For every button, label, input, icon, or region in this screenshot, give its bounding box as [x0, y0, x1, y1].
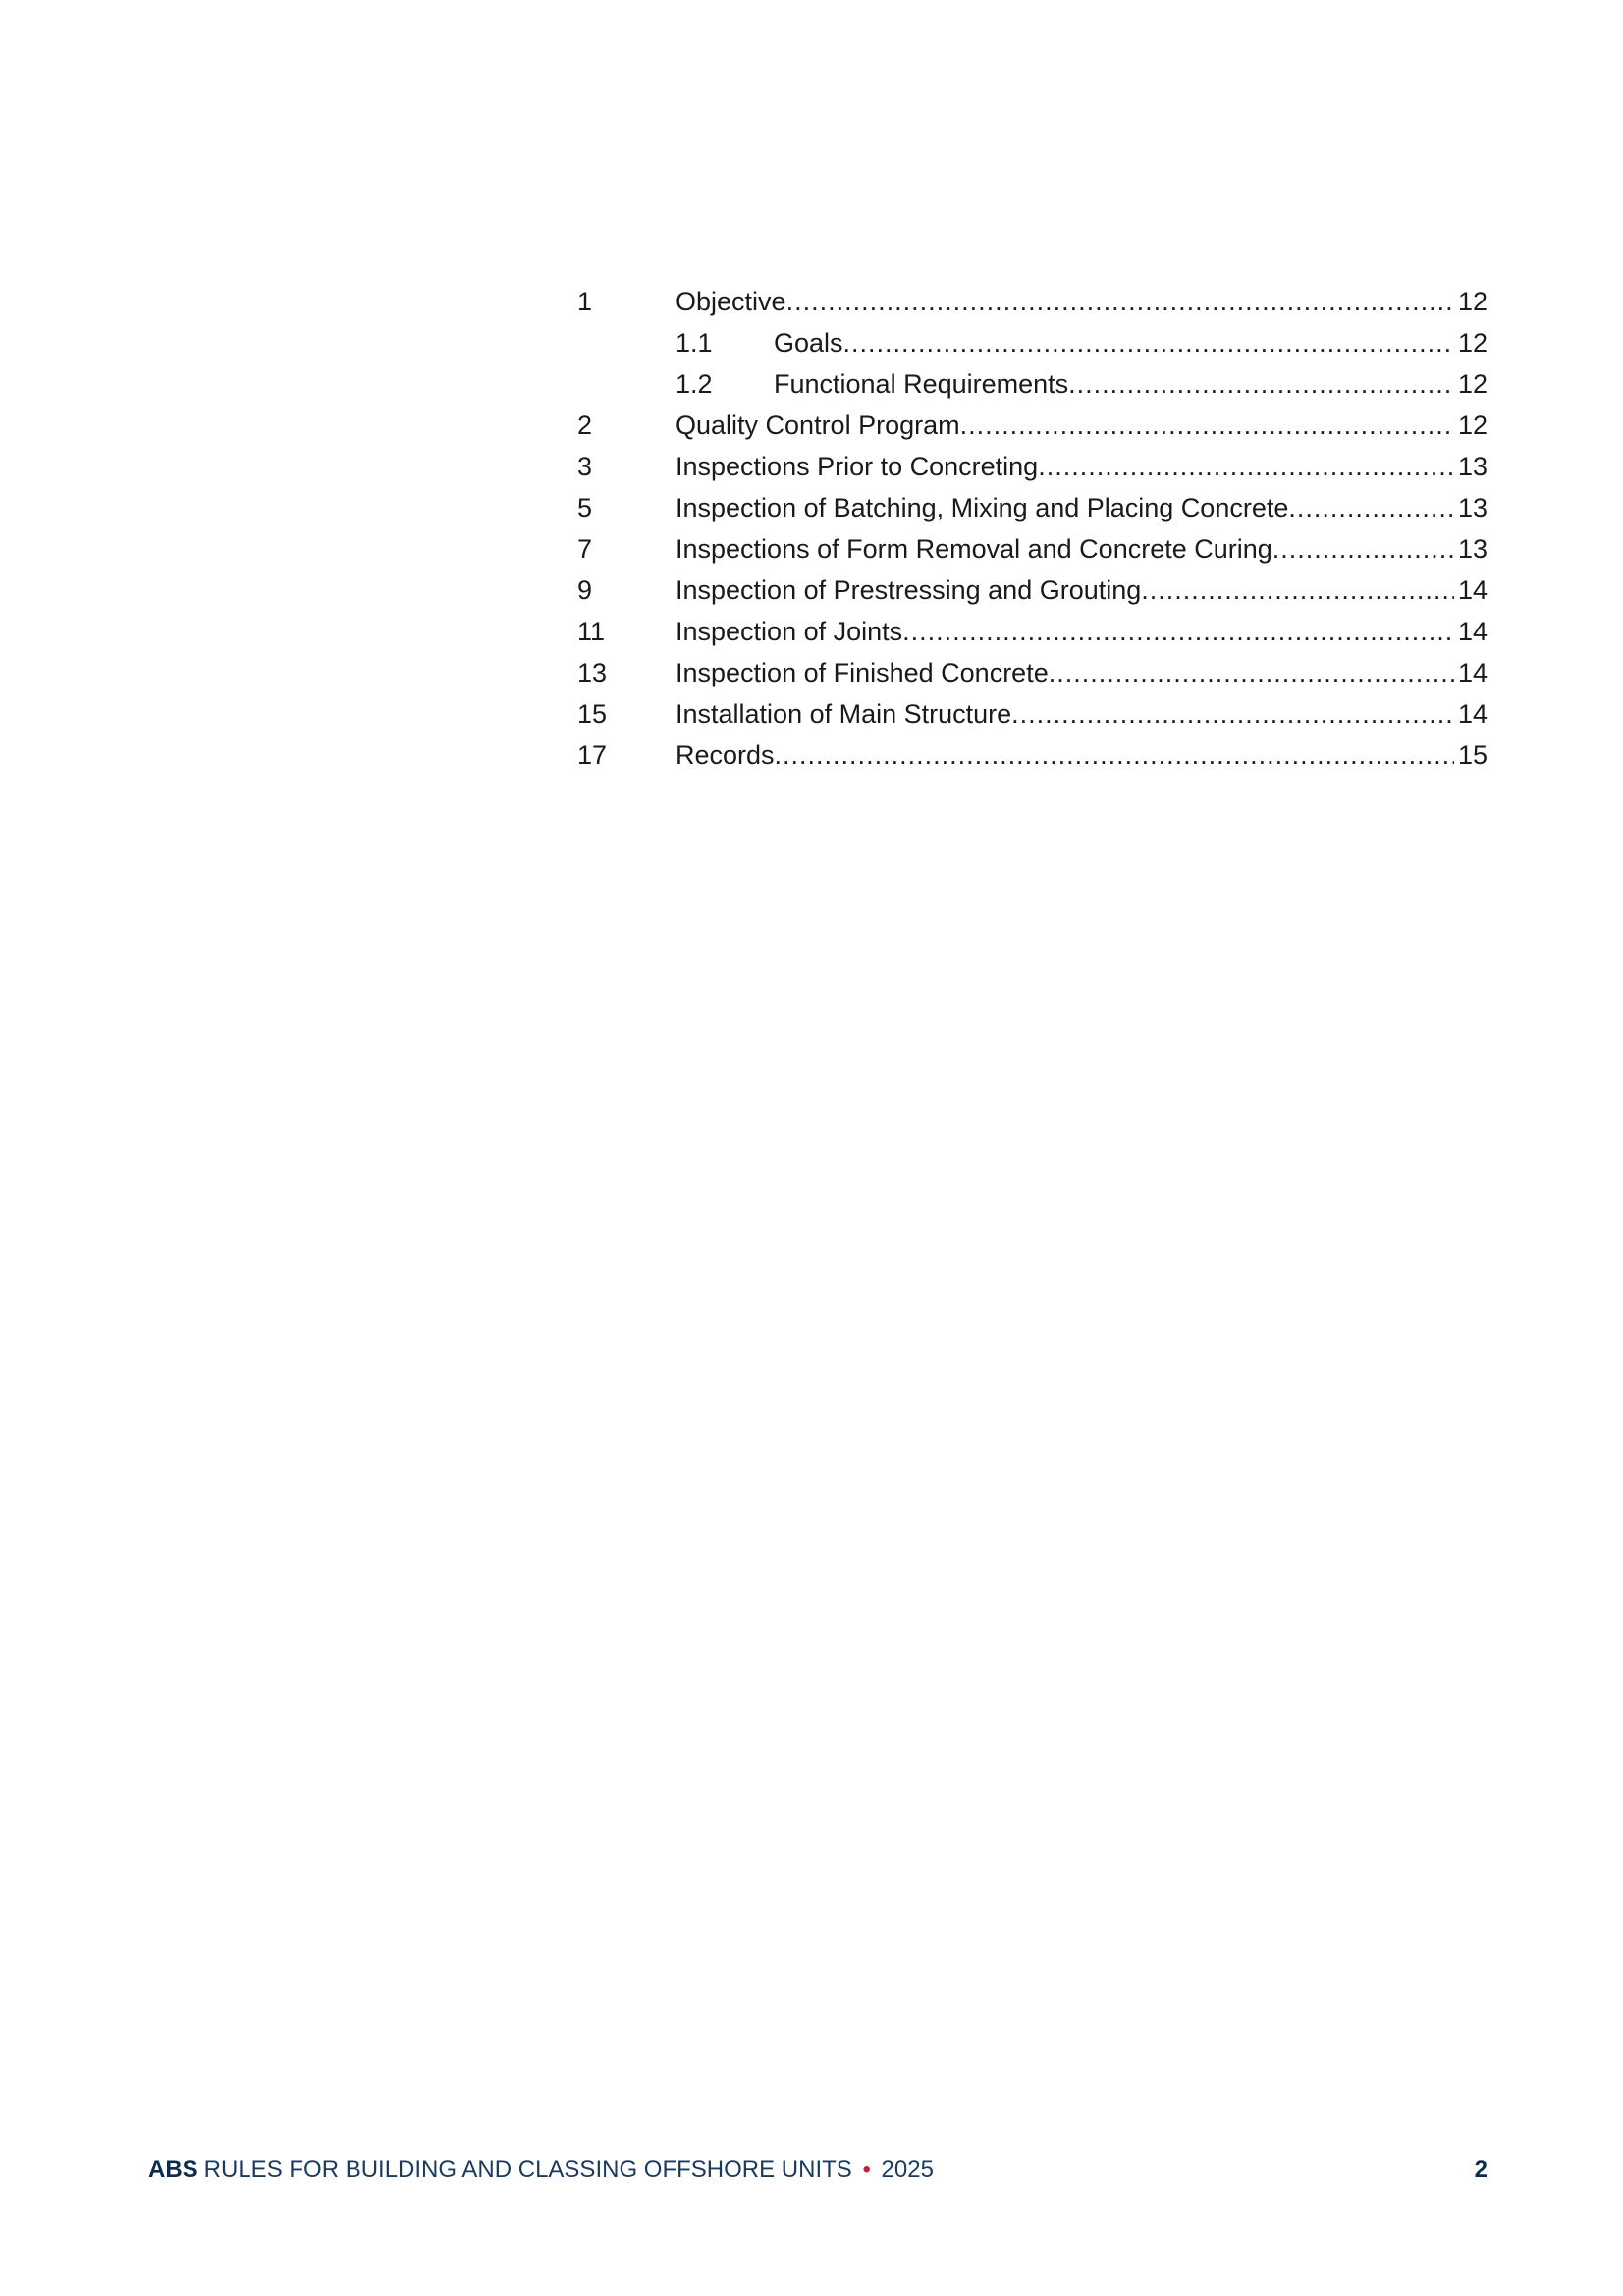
toc-entry-title: Inspection of Finished Concrete [676, 658, 1049, 687]
toc-entry-page: 14 [1457, 699, 1488, 729]
toc-entry-line [676, 611, 1488, 652]
toc-entry-number: 5 [577, 493, 593, 522]
toc-entry-page: 13 [1457, 493, 1488, 522]
toc-entry-number: 7 [577, 534, 593, 564]
toc-entry-line [676, 570, 1488, 611]
dot-leader [1141, 570, 1454, 611]
toc-entry[interactable] [577, 528, 1488, 570]
dot-leader [1038, 446, 1454, 487]
dot-leader [786, 281, 1454, 322]
toc-entry[interactable] [577, 446, 1488, 487]
dot-leader [1068, 363, 1454, 405]
dot-leader [902, 611, 1454, 652]
toc-entry[interactable] [577, 363, 1488, 405]
toc-entry-title: Objective [676, 287, 786, 316]
toc-entry-number: 3 [577, 452, 593, 481]
toc-entry-title: Functional Requirements [774, 369, 1069, 399]
toc-entry-page: 12 [1457, 328, 1488, 357]
toc-entry-line [676, 735, 1488, 776]
dot-leader [1288, 487, 1454, 528]
dot-leader [775, 735, 1454, 776]
toc-entry-page: 14 [1457, 617, 1488, 646]
toc-entry-page: 13 [1457, 452, 1488, 481]
toc-entry-page: 14 [1457, 658, 1488, 687]
toc-entry[interactable] [577, 693, 1488, 735]
toc-entry-number: 1.1 [676, 328, 713, 357]
dot-leader [960, 405, 1454, 446]
footer-title: RULES FOR BUILDING AND CLASSING OFFSHORE UNITS [203, 2157, 852, 2183]
page-footer [148, 2151, 1488, 2190]
toc-entry[interactable] [577, 611, 1488, 652]
toc-entry-page: 12 [1457, 410, 1488, 440]
toc-entry-line [676, 405, 1488, 446]
dot-leader [1272, 528, 1454, 570]
table-of-contents [577, 281, 1488, 776]
footer-page-number: 2 [1474, 2157, 1488, 2183]
toc-entry-title: Inspection of Joints [676, 617, 903, 646]
toc-entry-title: Inspections of Form Removal and Concrete Curing [676, 534, 1272, 564]
toc-entry-title: Inspection of Batching, Mixing and Placing Concrete [676, 493, 1289, 522]
footer-bullet: • [862, 2157, 871, 2183]
toc-entry-line [774, 322, 1488, 363]
dot-leader [843, 322, 1454, 363]
toc-entry-line [676, 693, 1488, 735]
toc-entry-line [676, 446, 1488, 487]
toc-entry[interactable] [577, 322, 1488, 363]
toc-entry-number: 11 [577, 617, 606, 646]
toc-entry-page: 14 [1457, 575, 1488, 605]
toc-entry-title: Records [676, 740, 775, 770]
footer-brand: ABS [148, 2157, 198, 2183]
toc-entry[interactable] [577, 405, 1488, 446]
toc-entry-number: 13 [577, 658, 608, 687]
dot-leader [1049, 652, 1454, 693]
toc-entry-line [676, 528, 1488, 570]
toc-entry[interactable] [577, 487, 1488, 528]
toc-entry-page: 12 [1457, 369, 1488, 399]
toc-entry-line [774, 363, 1488, 405]
toc-entry-title: Quality Control Program [676, 410, 960, 440]
toc-entry-line [676, 487, 1488, 528]
toc-entry-title: Installation of Main Structure [676, 699, 1012, 729]
toc-entry-line [676, 652, 1488, 693]
toc-entry-number: 1 [577, 287, 593, 316]
toc-entry-number: 17 [577, 740, 608, 770]
toc-entry[interactable] [577, 735, 1488, 776]
toc-entry-number: 15 [577, 699, 608, 729]
footer-year: 2025 [881, 2157, 934, 2183]
toc-entry-line [676, 281, 1488, 322]
toc-entry-title: Inspections Prior to Concreting [676, 452, 1039, 481]
toc-entry-number: 1.2 [676, 369, 713, 399]
toc-entry-page: 13 [1457, 534, 1488, 564]
toc-entry-page: 12 [1457, 287, 1488, 316]
toc-entry[interactable] [577, 652, 1488, 693]
toc-entry[interactable] [577, 281, 1488, 322]
toc-entry[interactable] [577, 570, 1488, 611]
toc-entry-page: 15 [1457, 740, 1488, 770]
toc-entry-title: Goals [774, 328, 843, 357]
toc-entry-number: 2 [577, 410, 593, 440]
toc-entry-title: Inspection of Prestressing and Grouting [676, 575, 1142, 605]
toc-entry-number: 9 [577, 575, 593, 605]
dot-leader [1011, 693, 1454, 735]
